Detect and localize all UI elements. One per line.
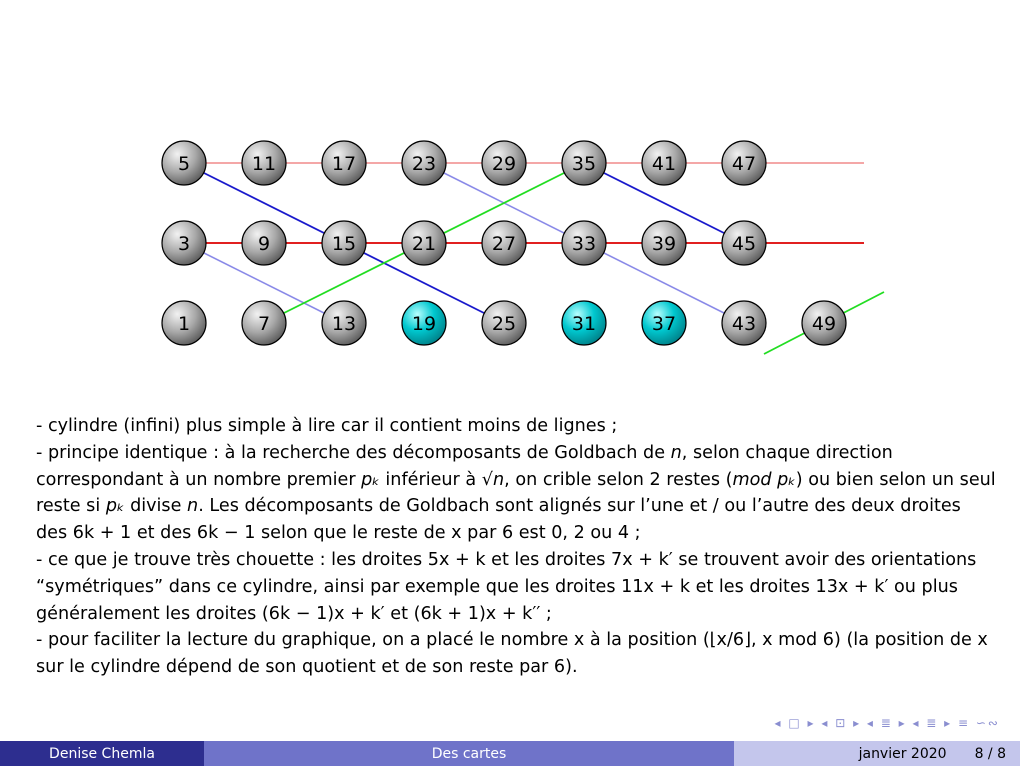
var-n: n bbox=[670, 442, 682, 463]
node-35 bbox=[562, 141, 606, 185]
node-27 bbox=[482, 221, 526, 265]
bullet-2-part-e: ) ou bien selon un seul reste si bbox=[36, 469, 996, 517]
sqrt-n: √n bbox=[481, 469, 505, 490]
node-label: 23 bbox=[411, 153, 437, 175]
footer-date: janvier 2020 bbox=[858, 745, 947, 762]
bullet-4: - pour faciliter la lecture du graphique, on a placé le nombre x à la position (⌊x/6⌋, x mod 6) (la position de x sur le cylindre dépend de son quotient et de son reste par 6). bbox=[36, 630, 988, 678]
node-13 bbox=[322, 301, 366, 345]
bullet-2-part-d: , on crible selon 2 restes ( bbox=[504, 469, 733, 490]
node-label: 3 bbox=[177, 233, 191, 255]
var-n-2: n bbox=[187, 496, 199, 517]
slide-text bbox=[36, 413, 996, 681]
node-41 bbox=[642, 141, 686, 185]
var-pk-2: pₖ bbox=[105, 496, 125, 517]
node-label: 33 bbox=[571, 233, 597, 255]
beamer-navigation-icons[interactable]: ◂ □ ▸ ◂ ⊡ ▸ ◂ ≣ ▸ ◂ ≣ ▸ ≡ ∽∾ bbox=[774, 716, 1000, 730]
mod-pk: mod pₖ bbox=[732, 469, 796, 490]
node-label: 17 bbox=[331, 153, 357, 175]
node-15 bbox=[322, 221, 366, 265]
node-31 bbox=[562, 301, 606, 345]
node-5 bbox=[162, 141, 206, 185]
node-label: 25 bbox=[491, 313, 517, 335]
bullet-2-part-a: - principe identique : à la recherche des décomposants de Goldbach de bbox=[36, 442, 671, 463]
node-43 bbox=[722, 301, 766, 345]
node-29 bbox=[482, 141, 526, 185]
node-21 bbox=[402, 221, 446, 265]
node-25 bbox=[482, 301, 526, 345]
node-39 bbox=[642, 221, 686, 265]
node-label: 41 bbox=[651, 153, 677, 175]
node-label: 15 bbox=[331, 233, 357, 255]
node-11 bbox=[242, 141, 286, 185]
footer-bar bbox=[0, 741, 1020, 766]
bullet-2 bbox=[36, 440, 996, 547]
node-1 bbox=[162, 301, 206, 345]
bullet-2-part-c: inférieur à bbox=[379, 469, 482, 490]
node-label: 43 bbox=[731, 313, 757, 335]
node-label: 29 bbox=[491, 153, 517, 175]
bullet-2-part-g: . Les décomposants de Goldbach sont alignés sur l’une et / ou l’autre des deux droites des 6k + 1 et des 6k − 1 selon que le reste de x par 6 est 0, 2 ou 4 ; bbox=[36, 496, 961, 544]
var-pk: pₖ bbox=[361, 469, 380, 490]
node-23 bbox=[402, 141, 446, 185]
node-9 bbox=[242, 221, 286, 265]
node-label: 13 bbox=[331, 313, 357, 335]
footer-author: Denise Chemla bbox=[0, 741, 204, 766]
node-label: 31 bbox=[571, 313, 597, 335]
node-label: 37 bbox=[651, 313, 677, 335]
footer-title: Des cartes bbox=[204, 741, 734, 766]
node-3 bbox=[162, 221, 206, 265]
node-label: 7 bbox=[257, 313, 271, 335]
node-label: 39 bbox=[651, 233, 677, 255]
bullet-1: - cylindre (infini) plus simple à lire car il contient moins de lignes ; bbox=[36, 416, 618, 436]
node-label: 11 bbox=[251, 153, 277, 175]
node-45 bbox=[722, 221, 766, 265]
node-label: 45 bbox=[731, 233, 757, 255]
node-7 bbox=[242, 301, 286, 345]
node-label: 27 bbox=[491, 233, 517, 255]
bullet-3: - ce que je trouve très chouette : les droites 5x + k et les droites 7x + k′ se trouvent avoir des orientations “symétriques” dans ce cylindre, ainsi par exemple que les droites 11x + k et les droites 13x + k′ ou plus généralement les droites (6k − 1)x + k′ et (6k + 1)x + k′′ ; bbox=[36, 549, 977, 624]
footer-page-number: 8 / 8 bbox=[974, 745, 1006, 762]
node-label: 9 bbox=[257, 233, 271, 255]
node-17 bbox=[322, 141, 366, 185]
node-47 bbox=[722, 141, 766, 185]
node-37 bbox=[642, 301, 686, 345]
node-label: 21 bbox=[411, 233, 437, 255]
node-49 bbox=[802, 301, 846, 345]
node-label: 47 bbox=[731, 153, 757, 175]
node-label: 5 bbox=[177, 153, 191, 175]
node-19 bbox=[402, 301, 446, 345]
node-label: 1 bbox=[177, 313, 191, 335]
footer-right bbox=[734, 741, 1020, 766]
node-label: 49 bbox=[811, 313, 837, 335]
node-label: 19 bbox=[411, 313, 437, 335]
bullet-2-part-b: , selon chaque direction correspondant à un nombre premier bbox=[36, 442, 893, 490]
node-label: 35 bbox=[571, 153, 597, 175]
node-33 bbox=[562, 221, 606, 265]
bullet-2-part-f: divise bbox=[124, 496, 188, 517]
